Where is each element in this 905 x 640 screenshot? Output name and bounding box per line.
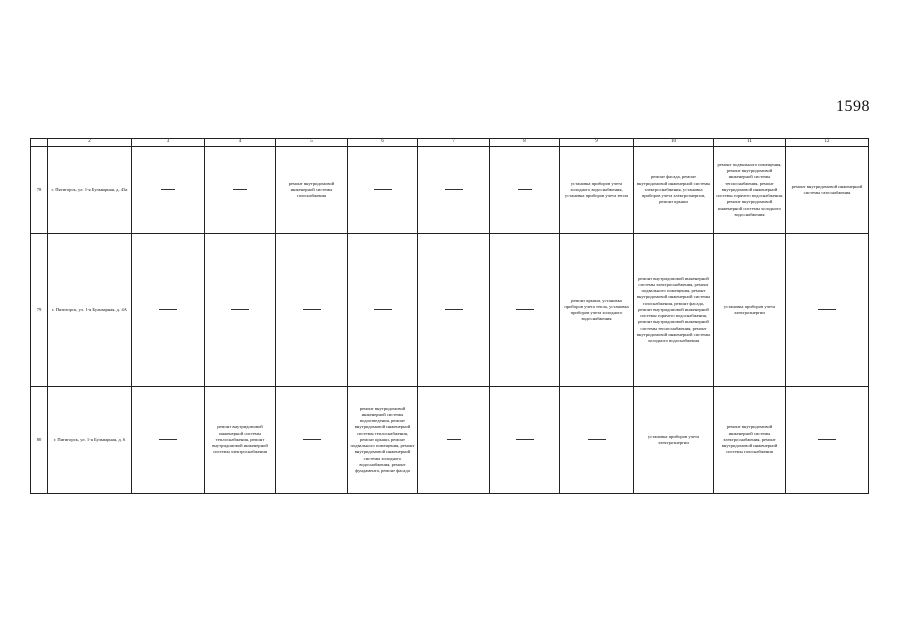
header-cell-4: 4: [205, 139, 276, 147]
work-cell: ремонт внутридомовой инженерной системы газоснабжения: [276, 147, 348, 234]
page-number: 1598: [836, 98, 870, 115]
empty-cell-dash: [132, 147, 205, 234]
empty-cell-dash: [418, 234, 490, 387]
header-cell-2: 2: [48, 139, 132, 147]
header-cell-1: [31, 139, 48, 147]
header-cell-9: 9: [560, 139, 634, 147]
empty-cell-dash: [490, 387, 560, 494]
empty-cell-dash: [205, 147, 276, 234]
empty-cell-dash: [348, 147, 418, 234]
header-cell-10: 10: [634, 139, 714, 147]
row-number: 80: [31, 387, 48, 494]
work-cell: установка приборов учета электроэнергии: [714, 234, 786, 387]
header-cell-3: 3: [132, 139, 205, 147]
table-row: [31, 147, 869, 234]
empty-cell-dash: [348, 234, 418, 387]
header-cell-11: 11: [714, 139, 786, 147]
work-cell: ремонт подвального помещения, ремонт внутридомовой инженерной системы теплоснабжения, ремонт внутридомовой инженерной системы горячего водоснабжения, ремонт внутридомовой инженерной системы холодного водоснабжения: [714, 147, 786, 234]
empty-cell-dash: [490, 147, 560, 234]
row-number: 78: [31, 147, 48, 234]
work-cell: ремонт крыши, установка приборов учета тепла, установка приборов учета холодного водоснабжения: [560, 234, 634, 387]
empty-cell-dash: [418, 147, 490, 234]
header-row: [31, 139, 869, 147]
header-cell-5: 5: [276, 139, 348, 147]
empty-cell-dash: [490, 234, 560, 387]
empty-cell-dash: [786, 387, 869, 494]
empty-cell-dash: [418, 387, 490, 494]
empty-cell-dash: [276, 234, 348, 387]
work-cell: установка приборов учета электроэнергии: [634, 387, 714, 494]
work-cell: установка приборов учета холодного водоснабжения, установка приборов учета тепла: [560, 147, 634, 234]
empty-cell-dash: [205, 234, 276, 387]
empty-cell-dash: [132, 387, 205, 494]
work-cell: ремонт внутридомовой инженерной системы газоснабжения: [786, 147, 869, 234]
empty-cell-dash: [786, 234, 869, 387]
table-row: [31, 234, 869, 387]
work-cell: ремонт внутридомовой инженерной системы электроснабжения, ремонт подвального помещения, ремонт внутридомовой инженерной системы газоснабжения, ремонт фасада, ремонт внутридомовой инженерной системы горячего водоснабжения, ремонт внутридомовой инженерной системы теплоснабжения, ремонт внутридомовой инженерной системы холодного водоснабжения: [634, 234, 714, 387]
header-cell-8: 8: [490, 139, 560, 147]
header-cell-12: 12: [786, 139, 869, 147]
work-cell: ремонт внутридомовой инженерной системы электроснабжения, ремонт внутридомовой инженерной системы газоснабжения: [714, 387, 786, 494]
work-cell: ремонт внутридомовой инженерной системы водоотведения, ремонт внутридомовой инженерной системы теплоснабжения, ремонт крыши, ремонт подвального помещения, ремонт внутридомовой инженерной системы холодного водоснабжения, ремонт фундамента, ремонт фасада: [348, 387, 418, 494]
row-number: 79: [31, 234, 48, 387]
work-cell: ремонт фасада, ремонт внутридомовой инженерной системы электроснабжения, установка приборов учета электроэнергии, ремонт крыши: [634, 147, 714, 234]
header-cell-6: 6: [348, 139, 418, 147]
empty-cell-dash: [560, 387, 634, 494]
works-table: [30, 138, 869, 494]
address-cell: г. Пятигорск, ул. 1-я Бульварная, д. 4А: [48, 234, 132, 387]
header-cell-7: 7: [418, 139, 490, 147]
table-row: [31, 387, 869, 494]
empty-cell-dash: [276, 387, 348, 494]
address-cell: г. Пятигорск, ул. 1-я Бульварная, д. 6: [48, 387, 132, 494]
empty-cell-dash: [132, 234, 205, 387]
work-cell: ремонт внутридомовой инженерной системы теплоснабжения, ремонт внутридомовой инженерной системы электроснабжения: [205, 387, 276, 494]
address-cell: г. Пятигорск, ул. 1-я Бульварная, д. 43а: [48, 147, 132, 234]
